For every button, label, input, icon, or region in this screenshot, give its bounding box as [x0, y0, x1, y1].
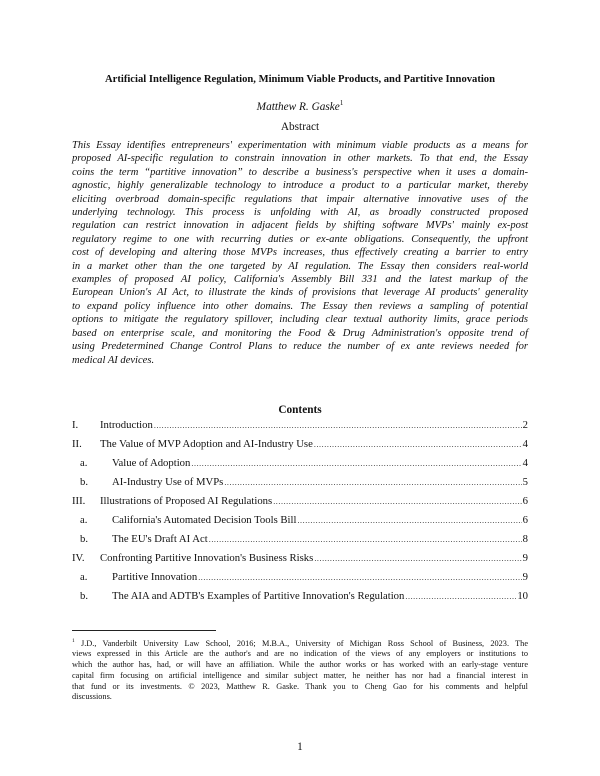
toc-label: Value of Adoption	[112, 457, 191, 469]
abstract-line: regulatory regime to one with recurring duties or ex-ante obligations. Consequently, the upfront	[72, 233, 528, 245]
toc-label: Illustrations of Proposed AI Regulations	[100, 495, 273, 507]
toc-entry-partitive-innovation[interactable]	[72, 570, 528, 584]
toc-entry-eu-ai-act[interactable]	[72, 532, 528, 546]
toc-entry-value-of-mvp[interactable]	[72, 437, 528, 451]
toc-number: IV.	[72, 552, 85, 564]
abstract-line: cost of developing and altering those MVPs increases, thus effectively creating a barrier to entry	[72, 247, 528, 259]
toc-page-number: 10	[517, 590, 528, 602]
abstract-line: using Predetermined Change Control Plans to reduce the number of ex ante reviews needed for	[72, 341, 528, 353]
abstract-line: agnostic, highly generalizable technology to introduce a product to a particular market, thereby	[72, 180, 528, 192]
abstract-line: This Essay identifies entrepreneurs' experimentation with minimum viable products as a means for	[72, 140, 528, 151]
toc-label: Introduction	[100, 419, 153, 431]
toc-entry-california-bill[interactable]	[72, 513, 528, 527]
paper-title: Artificial Intelligence Regulation, Minimum Viable Products, and Partitive Innovation	[105, 74, 495, 85]
abstract-line: coins the term “partitive innovation” to describe a business's perspective when it uses a domain-	[72, 166, 528, 178]
abstract-line: options to mitigate the regulatory spillover, including clear textual authority limits, grace periods	[72, 314, 528, 326]
toc-number: III.	[72, 495, 86, 507]
toc-leader	[209, 533, 522, 547]
toc-number: a.	[80, 571, 88, 583]
toc-page-number: 6	[522, 495, 528, 507]
toc-number: b.	[80, 476, 89, 488]
footnote-line-text: J.D., Vanderbilt University Law School, 2016; M.B.A., University of Michigan Ross School of Business, 2023. The	[80, 638, 528, 648]
toc-number: a.	[80, 514, 88, 526]
toc-label: AI-Industry Use of MVPs	[112, 476, 224, 488]
abstract-heading: Abstract	[280, 121, 320, 133]
toc-entry-introduction[interactable]	[72, 418, 528, 432]
toc-leader	[273, 495, 521, 509]
toc-leader	[314, 552, 521, 566]
abstract-line: regulation can restrict innovation in adjacent fields by shifting software MVPs' mainly ex-post	[72, 220, 528, 232]
toc-leader	[224, 476, 521, 490]
toc-label: The Value of MVP Adoption and AI-Industry Use	[100, 438, 313, 450]
footnote-line: that fund or its investments. © 2023, Matthew R. Gaske. Thank you to Cheng Gao for his comments and helpful	[72, 681, 528, 691]
toc-page-number: 4	[522, 457, 528, 469]
footnote-marker: 1	[72, 638, 75, 644]
toc-number: I.	[72, 419, 79, 431]
abstract-line: eliciting overbroad domain-specific regulations that impair alternative innovative uses of the	[72, 193, 528, 205]
abstract-text	[72, 139, 528, 367]
footnote-line: views expressed in this Article are the author's and are no indication of the views of any employers or institutions to	[72, 649, 528, 659]
toc-page-number: 4	[522, 438, 528, 450]
abstract-line: examples of proposed AI policy, California's Assembly Bill 331 and the latest markup of the	[72, 274, 528, 286]
abstract-line: based on enterprise scale, and monitoring the Food & Drug Administration's opposite trend of	[72, 327, 528, 339]
toc-entry-aia-adtb-examples[interactable]	[72, 589, 528, 603]
author-line	[60, 97, 540, 114]
abstract-line: proposed AI-specific regulation to constrain innovation in other markets. To that end, the Essay	[72, 153, 528, 165]
footnote-line: discussions.	[72, 692, 112, 702]
toc-page-number: 2	[522, 419, 528, 431]
footnote-line: capital firm focusing on artificial intelligence and similar subject matter, he neither has nor had a financial interest in	[72, 670, 528, 680]
footnote-line: which the author has, had, or will have an affiliation. While the author works or has worked with an early-stage venture	[72, 660, 528, 670]
footnote-line	[72, 636, 528, 649]
toc-label: The AIA and ADTB's Examples of Partitive Innovation's Regulation	[112, 590, 405, 602]
toc-number: b.	[80, 533, 89, 545]
toc-label: Partitive Innovation	[112, 571, 198, 583]
toc-entry-business-risks[interactable]	[72, 551, 528, 565]
abstract-line: medical AI devices.	[72, 354, 155, 366]
toc-leader	[198, 571, 521, 585]
toc-leader	[297, 514, 521, 528]
abstract-line: in a market other than the one targeted by AI regulation. The Essay then considers real-world	[72, 260, 528, 272]
toc-leader	[154, 419, 522, 433]
toc-leader	[314, 438, 522, 452]
toc-leader	[405, 590, 516, 604]
toc-label: Confronting Partitive Innovation's Business Risks	[100, 552, 314, 564]
page-number: 1	[297, 741, 303, 753]
toc-label: The EU's Draft AI Act	[112, 533, 208, 545]
contents-heading: Contents	[278, 404, 322, 416]
toc-page-number: 8	[522, 533, 528, 545]
abstract-line: to expand policy influence into other domains. The Essay then reviews a sampling of potential	[72, 300, 528, 312]
toc-number: b.	[80, 590, 89, 602]
abstract-line: European Union's AI Act, to illustrate the kinds of provisions that leverage AI products' generality	[72, 287, 528, 299]
toc-page-number: 5	[522, 476, 528, 488]
toc-entry-ai-industry-use[interactable]	[72, 475, 528, 489]
toc-leader	[191, 457, 521, 471]
toc-label: California's Automated Decision Tools Bill	[112, 514, 297, 526]
toc-number: II.	[72, 438, 82, 450]
footnote	[72, 636, 528, 703]
footnote-divider	[72, 630, 216, 631]
abstract-line: underlying technology. This process is unfolding with AI, as broadly constructed proposed	[72, 207, 528, 219]
toc-page-number: 9	[522, 552, 528, 564]
toc-number: a.	[80, 457, 88, 469]
author-name: Matthew R. Gaske	[256, 100, 340, 113]
toc-entry-value-of-adoption[interactable]	[72, 456, 528, 470]
toc-entry-illustrations[interactable]	[72, 494, 528, 508]
toc-page-number: 6	[522, 514, 528, 526]
toc-page-number: 9	[522, 571, 528, 583]
author-footnote-marker[interactable]: 1	[339, 99, 344, 107]
